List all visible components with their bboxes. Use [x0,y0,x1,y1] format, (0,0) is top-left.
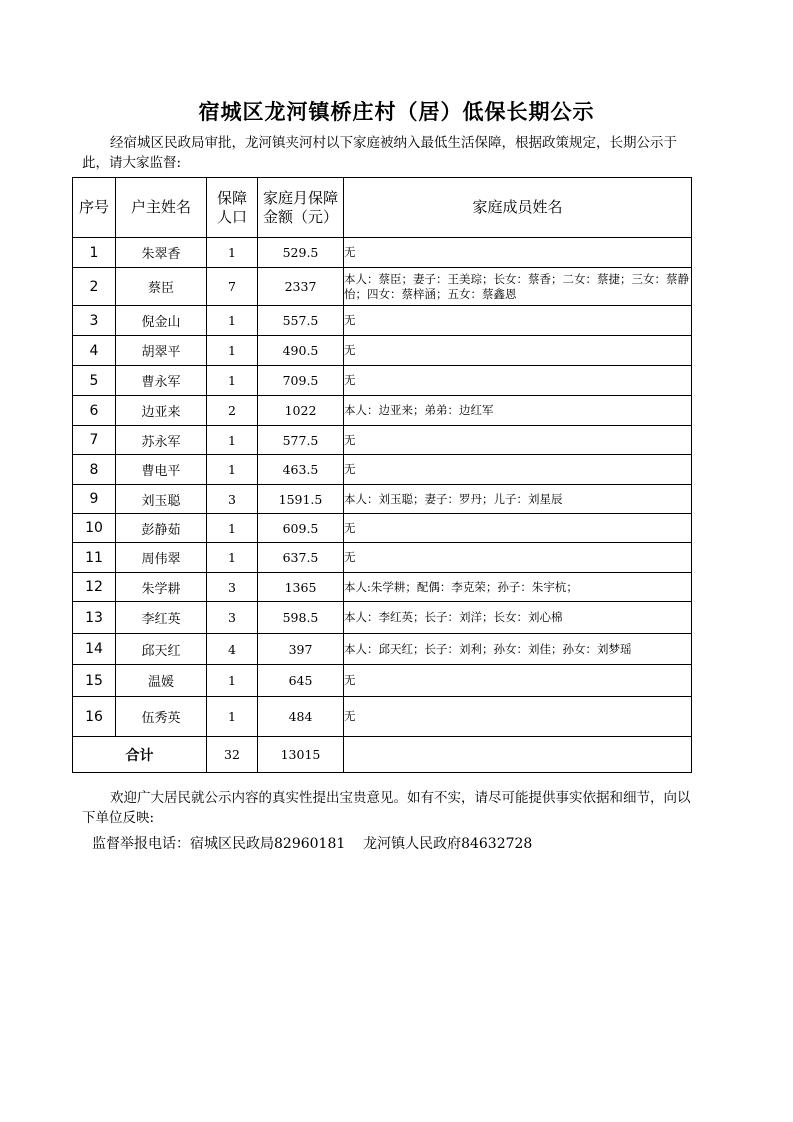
row-name: 蔡臣 [116,268,207,306]
row-name: 曹电平 [116,455,207,485]
header-count [207,178,258,238]
row-no: 11 [73,543,116,573]
table-row [73,543,692,573]
row-amount: 463.5 [258,455,344,485]
row-amount: 577.5 [258,426,344,455]
row-name: 伍秀英 [116,697,207,737]
row-members: 无 [344,455,692,485]
row-count: 1 [207,336,258,366]
row-amount: 397 [258,634,344,665]
row-count: 1 [207,426,258,455]
hotline-civil-affairs: 宿城区民政局82960181 [190,836,346,852]
table-row [73,665,692,697]
row-name: 边亚来 [116,396,207,426]
row-no: 14 [73,634,116,665]
row-no: 15 [73,665,116,697]
row-members: 本人：蔡臣；妻子：王美琮；长女：蔡香；二女：蔡捷；三女：蔡静怡；四女：蔡梓涵；五女：蔡鑫恩 [344,268,692,306]
row-members: 无 [344,665,692,697]
table-row [73,426,692,455]
row-amount: 2337 [258,268,344,306]
row-amount: 1365 [258,573,344,602]
table-row [73,238,692,268]
row-name: 曹永军 [116,366,207,396]
total-label: 合计 [73,737,207,773]
row-count: 1 [207,366,258,396]
row-amount: 709.5 [258,366,344,396]
total-amount: 13015 [258,737,344,773]
row-no: 4 [73,336,116,366]
row-name: 彭静茹 [116,514,207,543]
hotline-label: 监督举报电话： [92,836,190,852]
row-name: 李红英 [116,602,207,634]
total-members [344,737,692,773]
row-no: 2 [73,268,116,306]
table-row [73,573,692,602]
row-amount: 645 [258,665,344,697]
table-row [73,634,692,665]
row-no: 16 [73,697,116,737]
row-amount: 1591.5 [258,485,344,514]
row-no: 7 [73,426,116,455]
row-amount: 529.5 [258,238,344,268]
row-amount: 609.5 [258,514,344,543]
row-name: 倪金山 [116,306,207,336]
row-amount: 484 [258,697,344,737]
hotline-town-gov: 龙河镇人民政府84632728 [363,836,533,852]
header-count-line1: 保障 [216,188,247,207]
row-count: 1 [207,306,258,336]
row-amount: 557.5 [258,306,344,336]
row-amount: 598.5 [258,602,344,634]
row-amount: 490.5 [258,336,344,366]
row-members: 无 [344,238,692,268]
hotline [92,833,532,853]
table-row [73,485,692,514]
row-members: 无 [344,366,692,396]
row-count: 3 [207,573,258,602]
header-amount [258,178,344,238]
table-row [73,697,692,737]
row-no: 12 [73,573,116,602]
row-count: 7 [207,268,258,306]
row-count: 4 [207,634,258,665]
row-no: 5 [73,366,116,396]
row-amount: 1022 [258,396,344,426]
row-name: 刘玉聪 [116,485,207,514]
table-row [73,268,692,306]
row-members: 无 [344,306,692,336]
row-amount: 637.5 [258,543,344,573]
row-count: 3 [207,602,258,634]
total-count: 32 [207,737,258,773]
row-no: 10 [73,514,116,543]
table-row [73,455,692,485]
row-name: 朱翠香 [116,238,207,268]
subsidy-table [72,177,692,773]
header-name: 户主姓名 [116,178,207,238]
row-count: 1 [207,543,258,573]
table-row [73,306,692,336]
row-members: 本人：李红英；长子：刘洋；长女：刘心棉 [344,602,692,634]
page-title: 宿城区龙河镇桥庄村（居）低保长期公示 [198,100,595,124]
row-no: 3 [73,306,116,336]
row-count: 1 [207,455,258,485]
row-no: 6 [73,396,116,426]
header-members: 家庭成员姓名 [344,178,692,238]
table-row [73,514,692,543]
row-no: 9 [73,485,116,514]
table-header-row [73,178,692,238]
row-no: 13 [73,602,116,634]
row-count: 2 [207,396,258,426]
row-count: 1 [207,238,258,268]
total-row [73,737,692,773]
header-amount-line2: 金额（元） [262,207,338,226]
row-members: 无 [344,336,692,366]
row-no: 8 [73,455,116,485]
row-members: 本人：边亚来；弟弟：边红军 [344,396,692,426]
header-count-line2: 人口 [216,207,247,226]
row-count: 1 [207,697,258,737]
row-members: 无 [344,543,692,573]
row-count: 1 [207,665,258,697]
row-members: 本人：邱天红；长子：刘利；孙女：刘佳；孙女：刘梦瑶 [344,634,692,665]
row-count: 1 [207,514,258,543]
row-name: 邱天红 [116,634,207,665]
table-row [73,336,692,366]
table-row [73,396,692,426]
row-count: 3 [207,485,258,514]
row-name: 苏永军 [116,426,207,455]
outro-paragraph: 欢迎广大居民就公示内容的真实性提出宝贵意见。如有不实，请尽可能提供事实依据和细节，向以下单位反映: [82,790,691,826]
row-members: 无 [344,426,692,455]
row-name: 周伟翠 [116,543,207,573]
row-name: 胡翠平 [116,336,207,366]
table-row [73,602,692,634]
row-name: 朱学耕 [116,573,207,602]
row-no: 1 [73,238,116,268]
table-row [73,366,692,396]
row-members: 本人：刘玉聪；妻子：罗丹；儿子：刘星辰 [344,485,692,514]
row-members: 无 [344,514,692,543]
row-members: 本人:朱学耕；配偶：李克荣；孙子：朱宇杭； [344,573,692,602]
intro-paragraph: 经宿城区民政局审批，龙河镇夹河村以下家庭被纳入最低生活保障，根据政策规定，长期公示于此，请大家监督: [82,135,677,171]
header-no: 序号 [73,178,116,238]
row-members: 无 [344,697,692,737]
row-name: 温媛 [116,665,207,697]
header-amount-line1: 家庭月保障 [262,188,338,207]
